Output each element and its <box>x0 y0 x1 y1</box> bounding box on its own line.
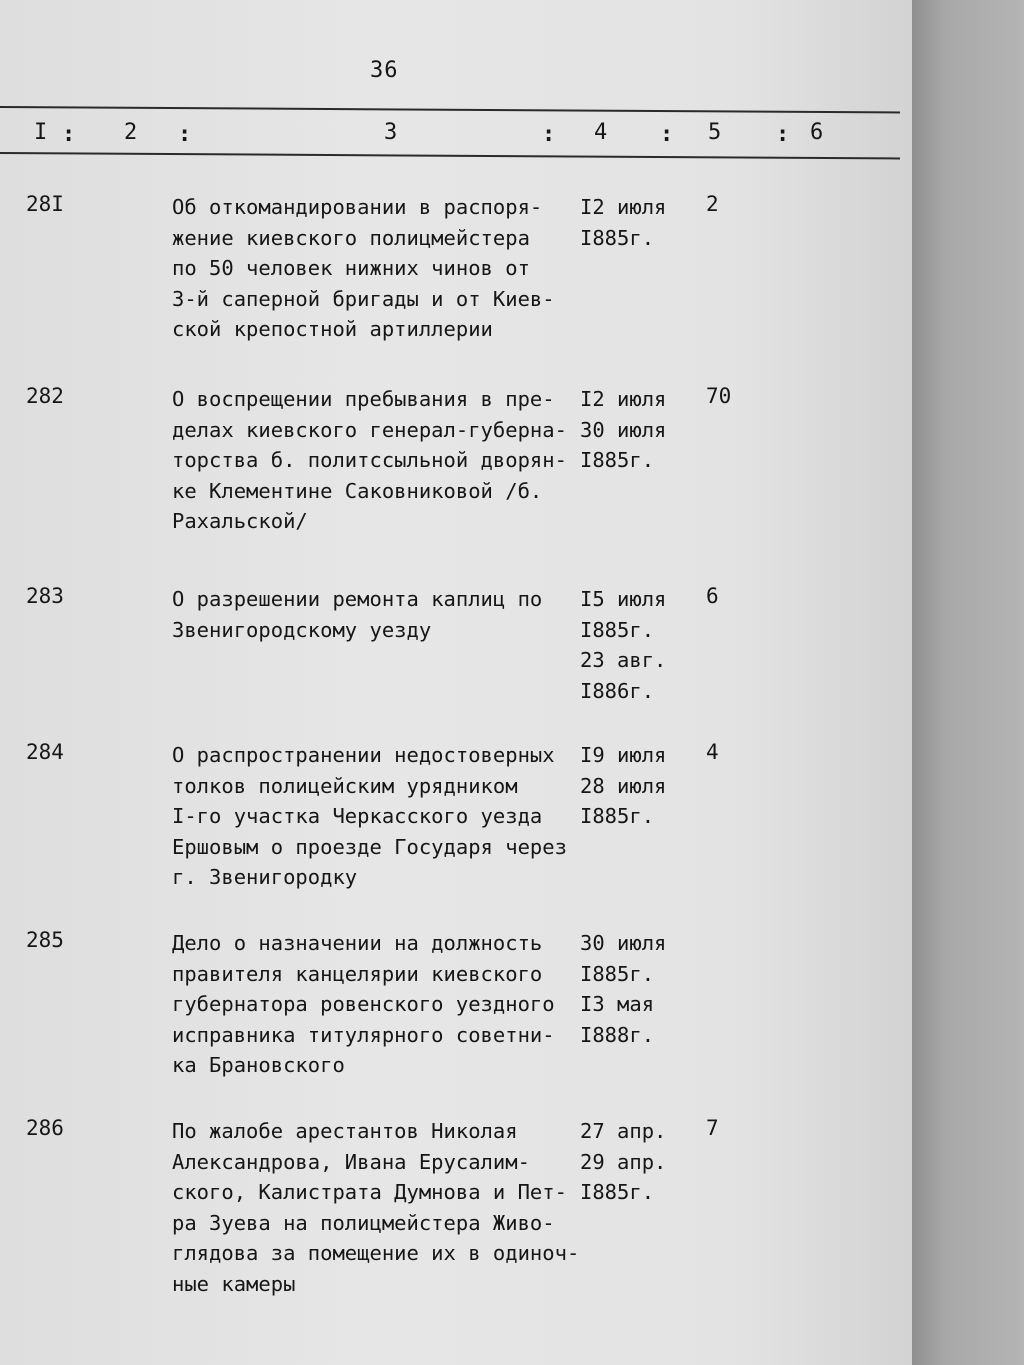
entry-number: 286 <box>26 1116 64 1140</box>
column-header-4: 4 <box>594 120 608 145</box>
entry-sheet-count: 6 <box>706 584 719 608</box>
entry-title: О воспрещении пребывания в пре- делах киевского генерал-губерна- торства б. политссыльной дворян- ке Клементине Саковниковой /б. Рахальской/ <box>172 387 567 533</box>
page-number: 36 <box>370 58 399 83</box>
entry-number: 284 <box>26 740 64 764</box>
entry-sheet-count: 4 <box>706 740 719 764</box>
column-separator: : <box>542 122 556 147</box>
column-separator: : <box>178 122 192 147</box>
column-separator: : <box>776 122 790 147</box>
entry-number: 285 <box>26 928 64 952</box>
entry-dates: I9 июля 28 июля I885г. <box>580 743 667 828</box>
entry-title: Об откомандировании в распоря- жение киевского полицмейстера по 50 человек нижних чинов от 3-й саперной бригады и от Киев- ской крепостной артиллерии <box>172 195 555 341</box>
entry-title: По жалобе арестантов Николая Александрова, Ивана Ерусалим- ского, Калистрата Думнова и Пет- ра Зуева на полицмейстера Живо- глядова за помещение их в одиноч- ные камеры <box>172 1119 580 1296</box>
entry-title: О распространении недостоверных толков полицейским урядником I-го участка Черкасского уезда Ершовым о проезде Государя через г. Звенигородку <box>172 743 567 889</box>
entry-title: О разрешении ремонта каплиц по Звенигородскому уезду <box>172 587 543 642</box>
entry-dates: I5 июля I885г. 23 авг. I886г. <box>580 587 667 703</box>
entry-title: Дело о назначении на должность правителя канцелярии киевского губернатора ровенского уездного исправника титулярного советни- ка Брановского <box>172 931 555 1077</box>
entry-sheet-count: 7 <box>706 1116 719 1140</box>
entry-sheet-count: 2 <box>706 192 719 216</box>
entry-dates: I2 июля 30 июля I885г. <box>580 387 667 472</box>
entry-number: 28I <box>26 192 64 216</box>
column-separator: : <box>660 122 674 147</box>
header-rule-bottom <box>0 152 900 159</box>
entry-sheet-count: 70 <box>706 384 732 408</box>
column-header-1: I <box>34 120 48 145</box>
entry-dates: I2 июля I885г. <box>580 195 667 250</box>
entry-dates: 27 апр. 29 апр. I885г. <box>580 1119 667 1204</box>
column-header-2: 2 <box>124 120 138 145</box>
header-rule-top <box>0 106 900 113</box>
column-separator: : <box>62 122 76 147</box>
column-header-3: 3 <box>384 120 398 145</box>
background-page-edge <box>912 0 1024 1365</box>
column-header-6: 6 <box>810 120 824 145</box>
column-header-5: 5 <box>708 120 722 145</box>
entry-number: 282 <box>26 384 64 408</box>
entry-dates: 30 июля I885г. I3 мая I888г. <box>580 931 667 1047</box>
entry-number: 283 <box>26 584 64 608</box>
